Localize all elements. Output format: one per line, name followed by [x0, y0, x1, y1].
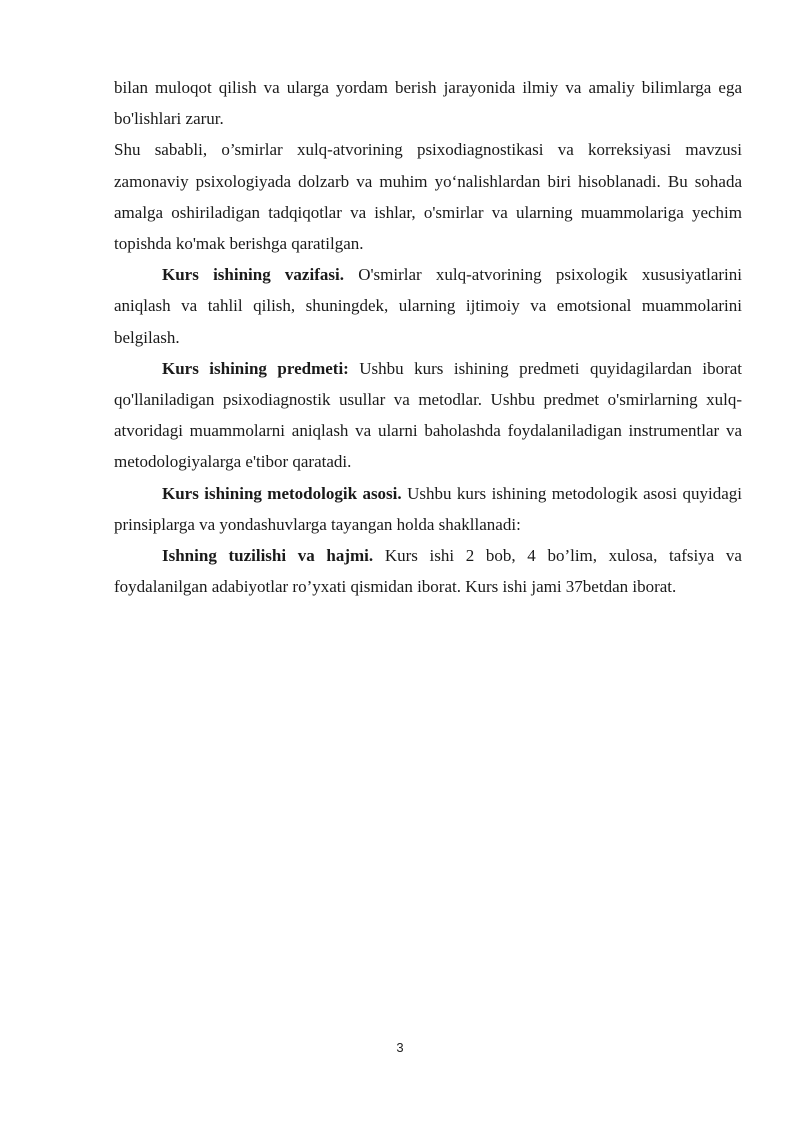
- paragraph-subject: [114, 353, 742, 478]
- page-number: 3: [396, 1040, 404, 1055]
- paragraph-heading: Kurs ishining vazifasi.: [162, 265, 344, 285]
- paragraph-text: Kurs ishi 2 bob, 4 bo’lim, xulosa, tafsiya va foydalanilgan adabiyotlar ro’yxati qismidan iborat. Kurs ishi jami 37betdan iborat.: [114, 546, 742, 597]
- paragraph-task: [114, 259, 742, 353]
- paragraph-text: bilan muloqot qilish va ularga yordam berish jarayonida ilmiy va amaliy bilimlarga ega bo'lishlari zarur.: [114, 78, 742, 129]
- paragraph-text: Shu sababli, o’smirlar xulq-atvorining psixodiagnostikasi va korreksiyasi mavzusi zamonaviy psixologiyada dolzarb va muhim yo‘nalishlardan biri hisoblanadi. Bu sohada amalga oshiriladigan tadqiqotlar va ishlar, o'smirlar va ularning muammolariga yechim topishda ko'mak berishga qaratilgan.: [114, 140, 742, 254]
- paragraph-text: Ushbu kurs ishining predmeti quyidagilardan iborat qo'llaniladigan psixodiagnostik usullar va metodlar. Ushbu predmet o'smirlarning xulq-atvoridagi muammolarni aniqlash va ularni baholashda foydalaniladigan instrumentlar va metodologiyalarga e'tibor qaratadi.: [114, 358, 743, 472]
- paragraph-methodology: [114, 478, 742, 540]
- paragraph-structure: [114, 540, 742, 602]
- paragraph-text: Ushbu kurs ishining metodologik asosi quyidagi prinsiplarga va yondashuvlarga tayangan holda shakllanadi:: [114, 483, 743, 534]
- paragraph-heading: Ishning tuzilishi va hajmi.: [162, 546, 374, 566]
- paragraph-continuation: [114, 72, 742, 134]
- paragraph-heading: Kurs ishining metodologik asosi.: [162, 483, 402, 503]
- body-text: [114, 72, 742, 602]
- paragraph-relevance: [114, 134, 742, 259]
- paragraph-text: O'smirlar xulq-atvorining psixologik xususiyatlarini aniqlash va tahlil qilish, shuningdek, ularning ijtimoiy va emotsional muammolarini belgilash.: [114, 265, 743, 347]
- paragraph-heading: Kurs ishining predmeti:: [162, 358, 349, 378]
